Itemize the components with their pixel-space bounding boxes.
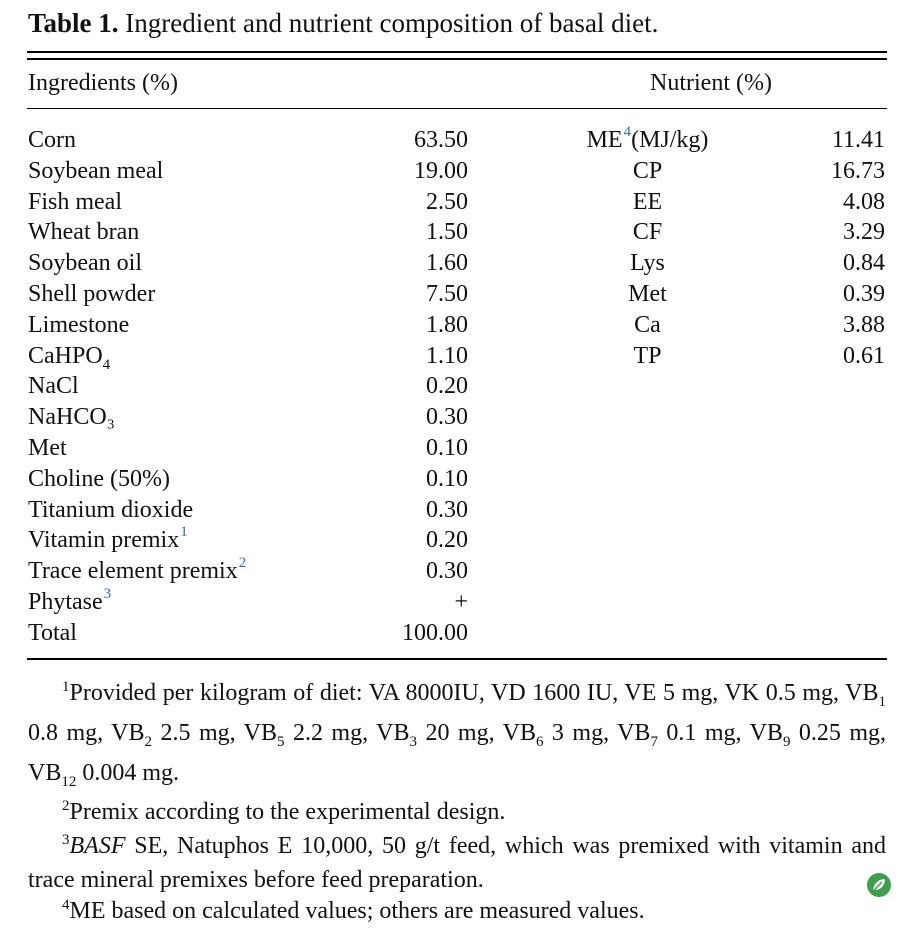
ingredient-name xyxy=(28,587,111,618)
nutrient-value: 4.08 xyxy=(843,188,885,215)
leaf-logo-icon xyxy=(866,872,892,898)
ingredient-label: Corn xyxy=(28,127,76,153)
ingredient-value: 1.60 xyxy=(426,250,468,277)
nutrient-name xyxy=(520,248,775,279)
footnote-ref: 3 xyxy=(103,586,112,602)
ingredient-value: 1.50 xyxy=(426,219,468,246)
nutrient-label: Met xyxy=(628,281,667,307)
nutrient-label: ME xyxy=(586,127,623,153)
nutrient-value: 11.41 xyxy=(831,127,885,153)
ingredient-name xyxy=(28,248,142,279)
nutrient-name xyxy=(520,310,775,341)
ingredient-label: Vitamin premix xyxy=(28,527,180,554)
ingredient-name xyxy=(28,217,139,248)
nutrient-name xyxy=(520,187,775,218)
nutrient-value: 0.84 xyxy=(843,250,885,277)
ingredient-label: Titanium dioxide xyxy=(28,496,194,523)
ingredient-label: CaHPO xyxy=(28,342,103,369)
ingredient-name xyxy=(28,279,155,310)
ingredient-value: 1.80 xyxy=(426,311,468,338)
ingredient-value: 100.00 xyxy=(402,619,468,646)
ingredient-value: 0.20 xyxy=(426,527,468,554)
nutrient-label: TP xyxy=(633,342,662,369)
nutrient-value: 3.88 xyxy=(843,311,885,338)
ingredient-label: Soybean oil xyxy=(28,250,142,277)
ingredient-label: Shell powder xyxy=(28,281,156,307)
table-caption xyxy=(28,8,658,39)
footnote-3 xyxy=(28,831,886,896)
table-title: Ingredient and nutrient composition of basal diet. xyxy=(118,8,659,38)
ingredient-value: 1.10 xyxy=(426,342,468,369)
nutrient-header: Nutrient (%) xyxy=(650,70,772,96)
ingredient-name xyxy=(28,464,170,495)
footnote-4-text: ME based on calculated values; others are measured values. xyxy=(69,898,645,925)
ingredient-name xyxy=(28,156,163,187)
ingredient-label: Choline (50%) xyxy=(28,465,170,492)
ingredient-label: Phytase xyxy=(28,589,103,615)
nutrient-value: 16.73 xyxy=(831,157,885,184)
ingredient-name xyxy=(28,341,110,372)
header-rule xyxy=(27,108,887,109)
nutrient-name xyxy=(520,217,775,248)
footnote-3-text: SE, Natuphos E 10,000, 50 g/t feed, which was premixed with vitamin and trace mineral premixes before feed preparation. xyxy=(28,833,886,894)
ingredient-value: 0.30 xyxy=(426,496,468,523)
footnote-2-text: Premix according to the experimental design. xyxy=(69,799,506,826)
ingredient-label: Wheat bran xyxy=(28,219,140,246)
top-rule-2 xyxy=(27,58,887,60)
ingredient-name xyxy=(28,525,188,556)
ingredient-label: NaHCO₃ xyxy=(28,404,116,431)
nutrient-value: 0.39 xyxy=(843,281,885,307)
nutrient-name xyxy=(520,341,775,372)
footnote-3-mark: 3 xyxy=(62,832,70,849)
ingredient-value: 7.50 xyxy=(426,281,468,307)
ingredient-name xyxy=(28,402,115,433)
ingredient-name xyxy=(28,618,77,649)
ingredient-name xyxy=(28,371,79,402)
top-rule-1 xyxy=(27,51,887,53)
ingredient-value: 19.00 xyxy=(414,157,468,184)
ingredient-value: 0.10 xyxy=(426,435,468,461)
nutrient-label: Lys xyxy=(630,250,665,277)
ingredient-label: Fish meal xyxy=(28,188,122,215)
ingredient-label: NaCl xyxy=(28,373,79,400)
ingredient-subscript: 4 xyxy=(102,356,111,373)
footnote-4 xyxy=(28,896,886,930)
footnotes xyxy=(28,678,886,930)
footnote-2 xyxy=(28,797,886,831)
nutrient-value: 3.29 xyxy=(843,219,885,246)
ingredient-label: Trace element premix xyxy=(28,558,238,585)
ingredient-value: 63.50 xyxy=(414,127,468,153)
ingredient-value: 0.20 xyxy=(426,373,468,400)
footnote-1: $^1$Provided per kilogram of diet: VA 8000IU, VD 1600 IU, VE 5 mg, VK 0.5 mg, $VB_1$ 0.8 mg, $VB_2$ 2.5 mg, $VB_5$ 2.2 mg, $VB_3$ 20 mg, $VB_6$ 3 mg, $VB_7$ 0.1 mg, $VB_9$ 0.25 mg, $VB_{12}$ 0.004 mg. xyxy=(28,679,887,790)
ingredient-name xyxy=(28,556,246,587)
ingredient-name xyxy=(28,495,193,526)
nutrient-unit: (MJ/kg) xyxy=(631,127,709,153)
nutrient-value: 0.61 xyxy=(843,342,885,369)
ingredient-label: Soybean meal xyxy=(28,157,164,184)
ingredient-value: 0.30 xyxy=(426,558,468,585)
footnote-4-mark: 4 xyxy=(62,897,70,914)
footnote-ref: 2 xyxy=(238,555,247,572)
nutrient-label: CF xyxy=(632,219,663,246)
ingredient-value: 2.50 xyxy=(426,188,468,215)
bottom-rule xyxy=(27,658,887,660)
ingredient-label: Limestone xyxy=(28,311,130,338)
ingredient-name xyxy=(28,433,67,464)
nutrient-label: Ca xyxy=(634,311,661,338)
footnote-2-mark: 2 xyxy=(62,798,70,815)
footnote-ref: 1 xyxy=(180,524,188,541)
nutrient-label: CP xyxy=(632,157,663,184)
nutrient-name xyxy=(520,279,775,310)
ingredient-name xyxy=(28,310,129,341)
ingredient-value: 0.30 xyxy=(426,404,468,431)
ingredients-header: Ingredients (%) xyxy=(28,70,178,96)
footnote-ref: 4 xyxy=(623,124,632,140)
ingredient-value: 0.10 xyxy=(426,465,468,492)
nutrient-label: EE xyxy=(632,188,663,215)
footnote-1-mark: 1 xyxy=(62,679,70,695)
ingredient-name xyxy=(28,187,122,218)
ingredient-name xyxy=(28,125,76,156)
ingredient-label: Met xyxy=(28,435,67,461)
table-label: Table 1. xyxy=(28,8,119,38)
ingredient-label: Total xyxy=(28,619,77,646)
footnote-3-company: BASF xyxy=(69,833,126,860)
ingredient-value: + xyxy=(454,589,468,615)
nutrient-name xyxy=(520,125,775,156)
nutrient-name xyxy=(520,156,775,187)
